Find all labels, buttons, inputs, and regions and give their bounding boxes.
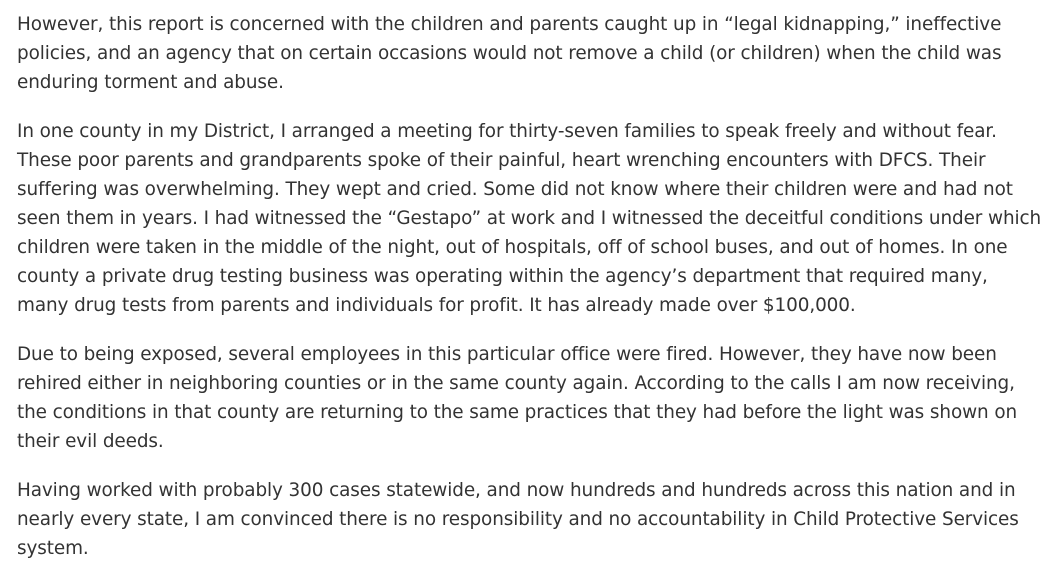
paragraph-4: Having worked with probably 300 cases statewide, and now hundreds and hundreds across this nation and in nearly every state, I am convinced there is no responsibility and no accountability in Child Protective Services system.: [17, 480, 1019, 559]
article-body: [17, 10, 1043, 583]
paragraph-3: Due to being exposed, several employees in this particular office were fired. However, they have now been rehired either in neighboring counties or in the same county again. According to the calls I am now receiving, the conditions in that county are returning to the same practices that they had before the light was shown on their evil deeds.: [17, 344, 1018, 452]
paragraph-2: In one county in my District, I arranged a meeting for thirty-seven families to speak freely and without fear. These poor parents and grandparents spoke of their painful, heart wrenching encounters with DFCS. Their suffering was overwhelming. They wept and cried. Some did not know where their children were and had not seen them in years. I had witnessed the “Gestapo” at work and I witnessed the deceitful conditions under which children were taken in the middle of the night, out of hospitals, off of school buses, and out of homes. In one county a private drug testing business was operating within the agency’s department that required many, many drug tests from parents and individuals for profit. It has already made over $100,000.: [17, 121, 1042, 316]
paragraph-1: However, this report is concerned with the children and parents caught up in “legal kidnapping,” ineffective policies, and an agency that on certain occasions would not remove a child (or children) when the child was enduring torment and abuse.: [17, 14, 1002, 93]
